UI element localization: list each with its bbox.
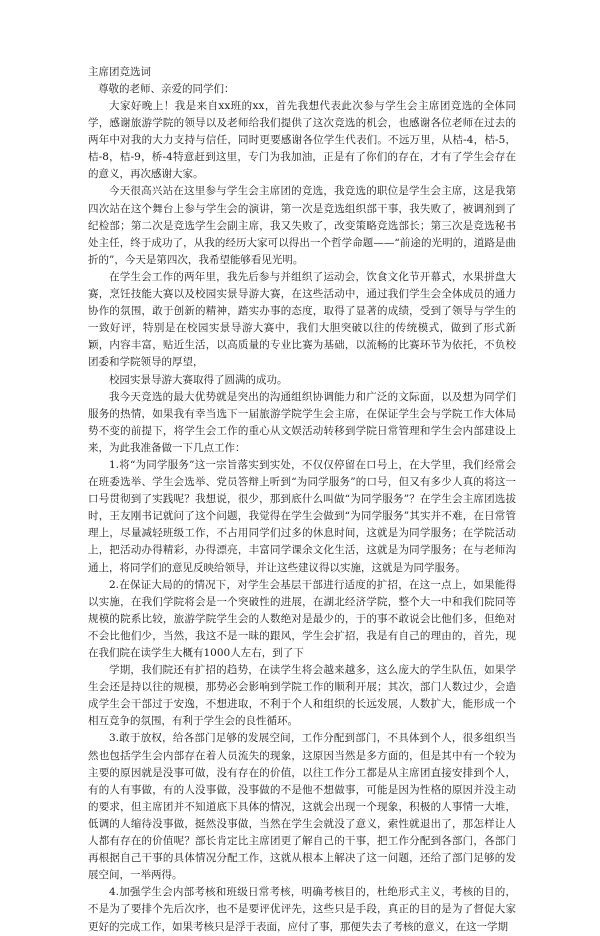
paragraph-7: 2.在保证大局的的情况下，对学生会基层干部进行适度的扩招，在这一点上，如果能得以实施，在我们学院将会是一个突破性的进展，在湖北经济学院，整个大一中和我们院同等规模的院系比较，旅游学院学生会的人数绝对是最少的，于的事不敢说会比他们多，但绝对不会比他们少，当然，我这不是一昧的跟风，学生会扩招，我是有自己的理由的，首先，现在我们院在读学生大概有1000人左右，到了下 [88, 578, 516, 659]
paragraph-4: 校园实景导游大赛取得了圆满的成功。 [109, 373, 288, 386]
paragraph-10: 4.加强学生会内部考核和班级日常考核，明确考核目的，杜绝形式主义，考核的目的，不是为了要排个先后次序，也不是要评优评先，这些只是手段，真正的目的是为了督促大家更好的完成工作，如果考核只是浮于表面，应付了事，那便失去了考核的意义，在这一学期 [88, 886, 516, 933]
paragraph-3: 在学生会工作的两年里，我先后参与并组织了运动会，饮食文化节开幕式，水果拼盘大赛，烹饪技能大赛以及校园实景导游大赛，在这些活动中，通过我们学生会全体成员的通力协作的氛围，敢于创新的精神，踏实办事的态度，取得了显著的成绩，受到了领导与学生的一致好评，特别是在校园实景导游大赛中，我们大胆突破以往的传统模式，做到了形式新颖，内容丰富，贴近生活，以高质量的专业比赛为基础，以流畅的比赛环节为依托，不负校团委和学院领导的厚望， [88, 270, 516, 369]
salutation: 尊敬的老师、亲爱的同学们： [98, 83, 235, 95]
document-title: 主席团竞选词 [88, 66, 151, 78]
paragraph-9: 3.敢于放权，给各部门足够的发展空间，工作分配到部门，不具体到个人，很多组织当然也包括学生会内部存在着人员流失的现象，这原因当然是多方面的，但是其中有一个较为主要的原因就是没事可做，没有存在的价值，以往工作分工都是从主席团直接安排到个人，有的人有事做，有的人没事做，没事做的不是他不想做事，可能是因为性格的原因并没主动的要求，但主席团并不知道底下具体的情况，这就会出现一个现象，积极的人事情一大堆，低调的人缩待没事做，挺然没事做，当然在学生会就没了意义，索性就退出了，那怎样让人人都有存在的价值呢？部长肯定比主席团更了解自己的干事，把工作分配到各部门，各部门再根据自己干事的具体情况分配工作，这就从根本上解决了这一问题，还给了部门足够的发展空间，一举两得。 [88, 732, 516, 882]
paragraph-8: 学期，我们院还有扩招的趋势，在读学生将会越来越多，这么庞大的学生队伍，如果学生会还是持以往的规模，那势必会影响到学院工作的顺利开展；其次，部门人数过少，会造成学生会干部过于安逸，不想进取，不利于个人和组织的长远发展，人数扩大，能形成一个相互竞争的氛围，有利于学生会的良性循环。 [88, 664, 516, 728]
paragraph-2: 今天很高兴站在这里参与学生会主席团的竞选，我竞选的职位是学生会主席，这是我第四次站在这个舞台上参与学生会的演讲，第一次是竞选组织部干事，我失败了，被调剂到了纪检部；第二次是竞选学生会副主席，我又失败了，改变策略竞选部长；第三次是竞选秘书处主任，终于成功了，从我的经历大家可以得出一个哲学命题——“前途的光明的，道路是曲折的”，今天是第四次，我希望能够看见光明。 [88, 185, 516, 266]
paragraph-1: 大家好晚上！我是来自xx班的xx，首先我想代表此次参与学生会主席团竞选的全体同学，感谢旅游学院的领导以及老师给我们提供了这次竞选的机会，也感谢各位老师在过去的两年中对我的大力支持与信任，同时更要感谢各位学生代表们。不远万里，从桔-4，桔-5，桔-8，桔-9，桥-4特意赶到这里，专门为我加油，正是有了你们的存在，才有了学生会存在的意义，再次感谢大家。 [88, 100, 516, 181]
paragraph-5: 我今天竞选的最大优势就是突出的沟通组织协调能力和广泛的文际面，以及想为同学们服务的热情，如果我有幸当选下一届旅游学院学生会主席，在保证学生会与学院工作大体局势不变的前提下，将学生会工作的重心从文娱活动转移到学院日常管理和学生会内部建设上来，为此我准备做一下几点工作： [88, 390, 516, 454]
paragraph-6: 1.将“为同学服务”这一宗旨落实到实处，不仅仅停留在口号上，在大学里，我们经常会在班委选举、学生会选举、党员答辩上听到“为同学服务”的口号，但又有多少人真的将这一口号贯彻到了实践呢？我想说，很少，那到底什么叫做“为同学服务”？在学生会主席团选拔时，王友刚书记就问了这个问题，我觉得在学生会做到“为同学服务”其实并不难，在日常管理上，尽量减轻班级工作，不占用同学们过多的休息时间，这就是为同学服务；在学院活动上，把活动办得精彩，办得漂亮，丰富同学课余文化生活，这就是为同学服务；在与老师沟通上，将同学们的意见反映给领导，并让这些建议得以实施，这就是为同学服务。 [88, 458, 516, 574]
